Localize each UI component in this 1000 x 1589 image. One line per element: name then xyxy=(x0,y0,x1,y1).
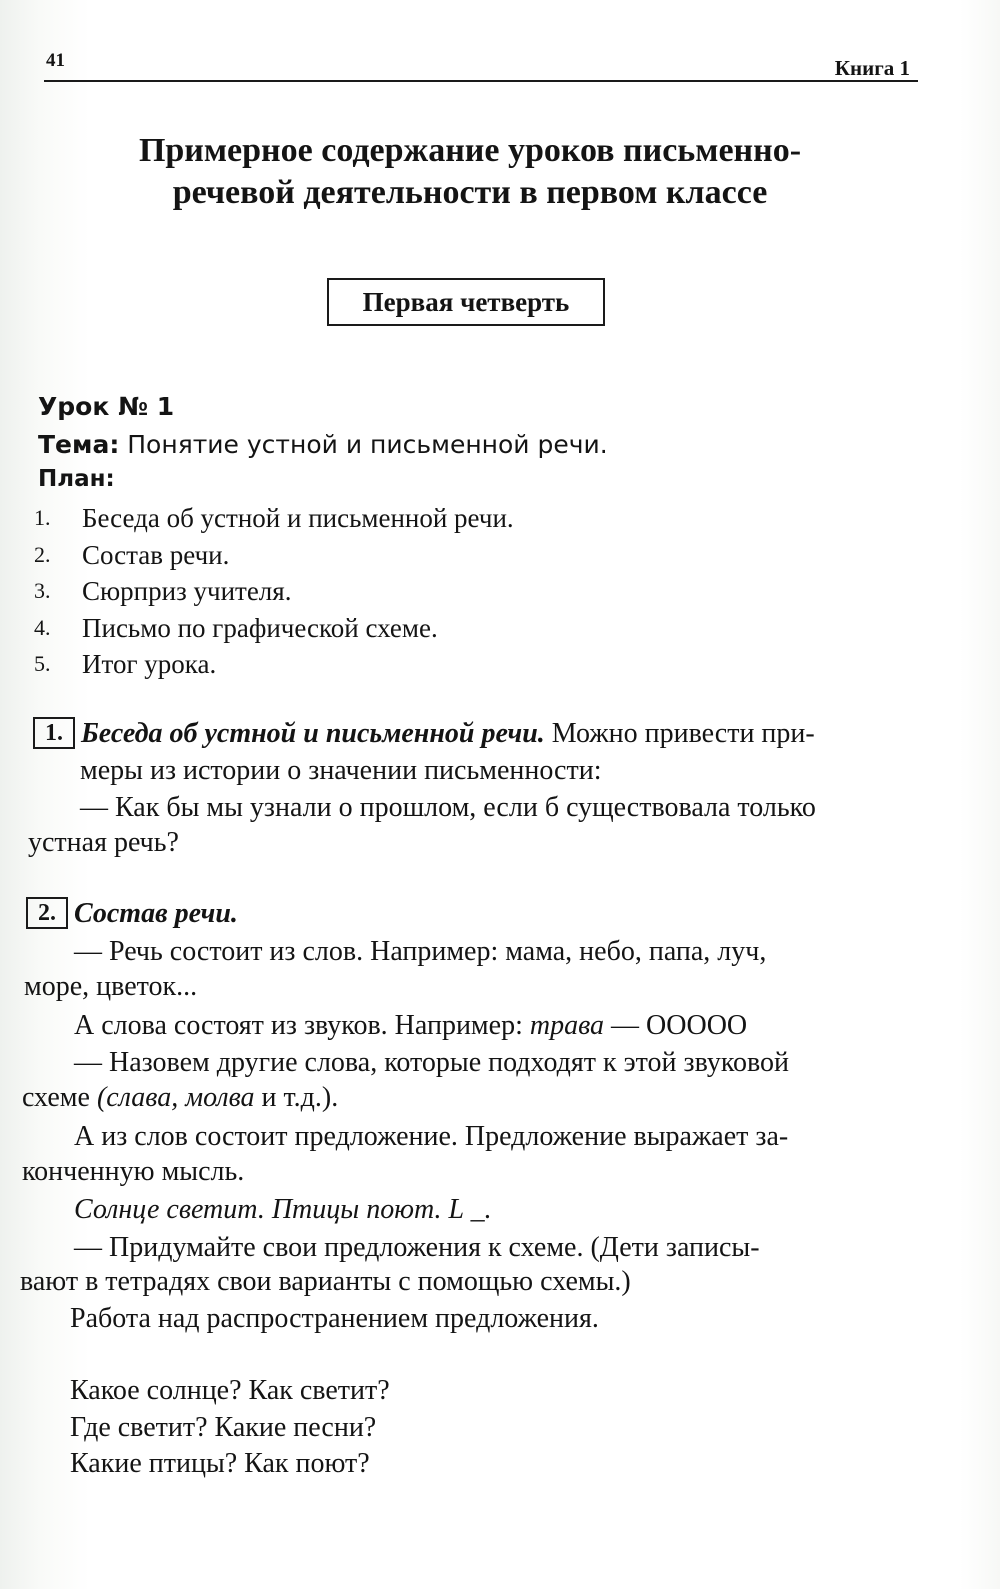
paragraph-line: А из слов состоит предложение. Предложение выражает за- xyxy=(74,1121,789,1152)
list-item xyxy=(34,573,514,610)
section-number-box: 2. xyxy=(26,897,68,929)
paragraph-line: — Придумайте свои предложения к схеме. (Дети записы- xyxy=(74,1232,760,1263)
plan-item-number: 5. xyxy=(34,651,51,676)
quarter-heading: Первая четверть xyxy=(327,278,605,326)
page-title xyxy=(60,130,880,214)
paragraph-line: — Речь состоит из слов. Например: мама, небо, папа, луч, xyxy=(74,936,767,967)
plan-item-number: 3. xyxy=(34,578,51,603)
plan-item-number: 1. xyxy=(34,505,51,530)
paragraph-line: Работа над распространением предложения. xyxy=(70,1303,599,1334)
title-line-2: речевой деятельности в первом классе xyxy=(172,174,768,211)
example-words: (слава, молва xyxy=(96,1082,255,1113)
plan-list xyxy=(34,500,514,683)
page-number: 41 xyxy=(46,50,65,71)
lesson-title: Урок № 1 xyxy=(38,392,175,421)
section-1-heading: Беседа об устной и письменной речи. xyxy=(81,718,545,749)
paragraph-line: вают в тетрадях свои варианты с помощью схемы.) xyxy=(20,1266,631,1297)
text-span: и т.д.). xyxy=(254,1082,339,1113)
paragraph-line: море, цветок... xyxy=(24,971,198,1002)
paragraph-line: меры из истории о значении письменности: xyxy=(80,755,602,786)
section-2-heading: Состав речи. xyxy=(74,898,238,929)
paragraph-line: — Назовем другие слова, которые подходят к этой звуковой xyxy=(74,1047,790,1078)
example-sentences: Солнце светит. Птицы поют. L _. xyxy=(74,1194,492,1225)
lesson-topic xyxy=(38,430,608,459)
section-number-box: 1. xyxy=(33,717,75,749)
example-word: трава xyxy=(529,1010,605,1041)
question-line: Какое солнце? Как светит? xyxy=(70,1375,390,1406)
section-2-first-line xyxy=(26,896,238,932)
plan-item-text: Сюрприз учителя. xyxy=(82,576,292,606)
list-item xyxy=(34,500,514,537)
list-item xyxy=(34,537,514,574)
text-span: схеме xyxy=(22,1082,97,1113)
book-label: Книга 1 xyxy=(834,56,910,80)
paragraph-line: — Как бы мы узнали о прошлом, если б существовала только xyxy=(80,792,816,823)
paragraph-line: конченную мысль. xyxy=(22,1156,245,1187)
section-1-text: Можно привести при- xyxy=(544,718,815,749)
topic-label: Тема: xyxy=(38,430,120,459)
list-item xyxy=(34,610,514,647)
plan-item-text: Итог урока. xyxy=(82,649,217,679)
paragraph-line: устная речь? xyxy=(28,827,179,858)
text-span: А слова состоят из звуков. Например: xyxy=(74,1010,530,1041)
section-1-first-line xyxy=(33,716,815,752)
plan-label: План: xyxy=(38,466,115,492)
plan-item-number: 2. xyxy=(34,541,51,567)
plan-item-text: Состав речи. xyxy=(82,539,230,570)
plan-item-number: 4. xyxy=(34,614,51,640)
plan-item-text: Беседа об устной и письменной речи. xyxy=(82,503,514,533)
question-line: Где светит? Какие песни? xyxy=(70,1412,377,1443)
question-line: Какие птицы? Как поют? xyxy=(70,1448,370,1479)
list-item xyxy=(34,646,514,683)
paragraph-line xyxy=(22,1080,338,1116)
plan-item-text: Письмо по графической схеме. xyxy=(82,612,438,643)
sound-scheme: — ООООО xyxy=(604,1010,748,1041)
topic-text: Понятие устной и письменной речи. xyxy=(119,430,608,459)
running-header xyxy=(44,46,918,82)
paragraph-line xyxy=(74,1008,747,1044)
title-line-1: Примерное содержание уроков письменно- xyxy=(138,132,802,169)
